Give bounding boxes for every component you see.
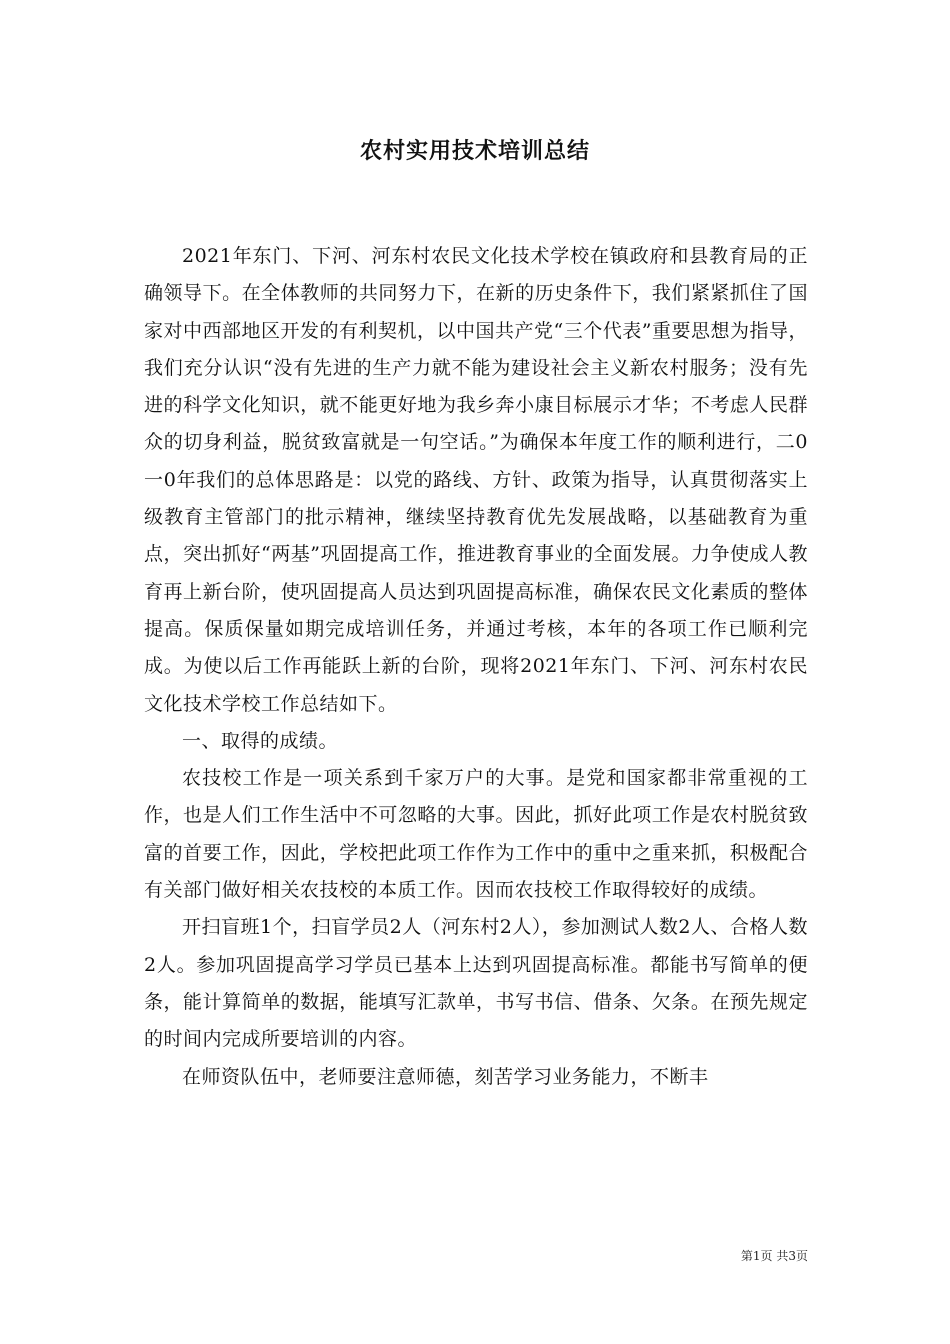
- document-title: 农村实用技术培训总结: [359, 138, 590, 164]
- paragraph-agri-school-work: 农技校工作是一项关系到千家万户的大事。是党和国家都非常重视的工作，也是人们工作生活中不可忽略的大事。因此，抓好此项工作是农村脱贫致富的首要工作，因此，学校把此项工作作为工作中的重中之重来抓，积极配合有关部门做好相关农技校的本质工作。因而农技校工作取得较好的成绩。: [144, 767, 808, 902]
- paragraph-literacy-class: 开扫盲班1个，扫盲学员2人（河东村2人），参加测试人数2人、合格人数2人。参加巩固提高学习学员已基本上达到巩固提高标准。都能书写简单的便条，能计算简单的数据，能填写汇款单，书写书信、借条、欠条。在预先规定的时间内完成所要培训的内容。: [144, 916, 808, 1051]
- document-body: [144, 238, 808, 1096]
- paragraph-teaching-staff: 在师资队伍中，老师要注意师德，刻苦学习业务能力，不断丰: [182, 1065, 709, 1088]
- page-number-footer: 第1页 共3页: [740, 1249, 808, 1263]
- paragraph-intro: 2021年东门、下河、河东村农民文化技术学校在镇政府和县教育局的正确领导下。在全体教师的共同努力下，在新的历史条件下，我们紧紧抓住了国家对中西部地区开发的有利契机，以中国共产党“三个代表”重要思想为指导，我们充分认识“没有先进的生产力就不能为建设社会主义新农村服务；没有先进的科学文化知识，就不能更好地为我乡奔小康目标展示才华；不考虑人民群众的切身利益，脱贫致富就是一句空话。”为确保本年度工作的顺利进行，二0一0年我们的总体思路是：以党的路线、方针、政策为指导，认真贯彻落实上级教育主管部门的批示精神，继续坚持教育优先发展战略，以基础教育为重点，突出抓好“两基”巩固提高工作，推进教育事业的全面发展。力争使成人教育再上新台阶，使巩固提高人员达到巩固提高标准，确保农民文化素质的整体提高。保质保量如期完成培训任务，并通过考核，本年的各项工作已顺利完成。为使以后工作再能跃上新的台阶，现将2021年东门、下河、河东村农民文化技术学校工作总结如下。: [144, 245, 808, 715]
- section-heading-achievements: 一、取得的成绩。: [182, 729, 339, 752]
